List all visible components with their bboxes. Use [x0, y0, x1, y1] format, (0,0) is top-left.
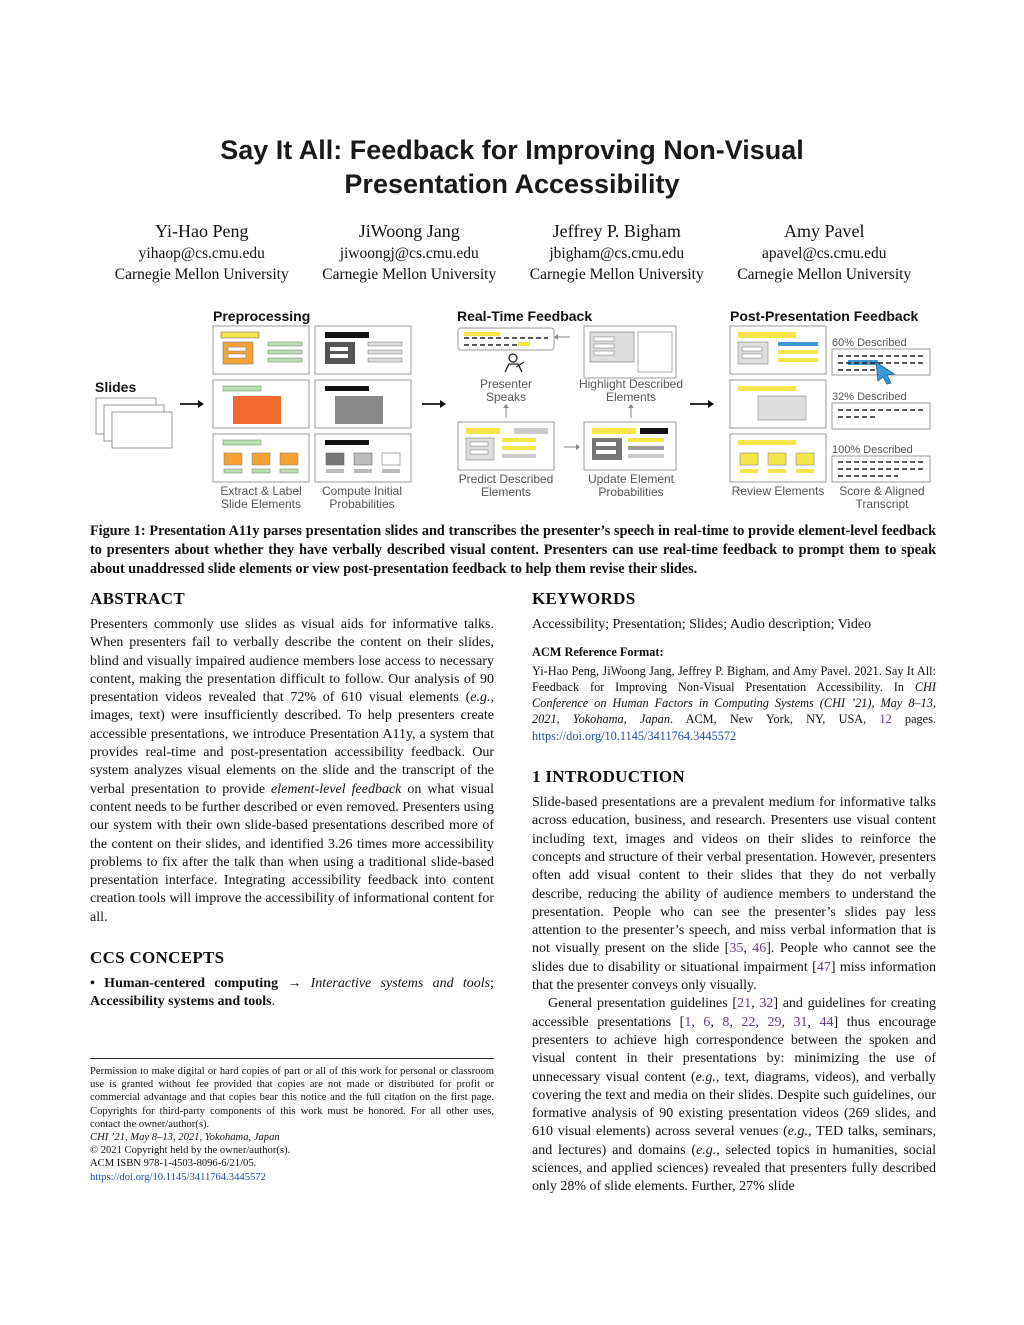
pct-32: 32% Described: [832, 391, 907, 403]
arrow-icon: [554, 334, 570, 340]
author-affiliation: Carnegie Mellon University: [737, 266, 912, 283]
abstract-emphasis: element-level feedback: [271, 781, 402, 797]
ccs-end: .: [271, 994, 276, 1010]
slide-thumb: [315, 380, 411, 428]
citation-link[interactable]: 6: [703, 1014, 711, 1030]
slides-stack-icon: [96, 398, 172, 448]
permission-footnote: [90, 1058, 494, 1184]
title-line-2: Presentation Accessibility: [344, 169, 680, 199]
label-compute-2: Probabilities: [329, 497, 395, 511]
left-column: [90, 588, 494, 1012]
ccs-bold: Accessibility systems and tools: [90, 994, 272, 1010]
acm-ref-pages[interactable]: 12: [879, 712, 892, 727]
ccs-sep: ;: [490, 976, 494, 992]
keywords-heading: KEYWORDS: [532, 589, 636, 608]
title-line-1: Say It All: Feedback for Improving Non-Visual: [220, 135, 804, 165]
slide-thumb: [730, 380, 826, 428]
citation-link[interactable]: 1: [684, 1014, 692, 1030]
citation-link[interactable]: 35: [729, 941, 744, 957]
right-column: [532, 588, 936, 1197]
intro-part: ] and guidelines for creating accessible presentations [: [532, 996, 937, 1030]
presenter-icon: [505, 354, 524, 372]
ccs-arrow: →: [278, 976, 311, 992]
system-diagram: [88, 300, 938, 522]
intro-part: General presentation guidelines [: [548, 996, 738, 1012]
label-extract-1: Extract & Label: [220, 484, 302, 498]
pct-60: 60% Described: [832, 337, 907, 349]
intro-part: Slide-based presentations are a prevalent medium for informative talks across education, business, and research. Presenters use visual content including text, images and videos on their slides to reinforce the concepts and structure of their verbal presentation. However, presenters often add visual content to their slides that they do not verbally describe, reducing the ability of audience members to understand the presentation. People who can see the presenter’s slides pay less attention to the presenter’s speech, and miss verbal information that is not visually present on the slide [: [532, 795, 936, 957]
slide-thumb: [213, 326, 309, 374]
acm-ref-doi-link[interactable]: https://doi.org/10.1145/3411764.3445572: [532, 728, 737, 743]
speech-bubble: [458, 328, 554, 350]
citation-link[interactable]: 21: [737, 996, 752, 1012]
intro-part: , text, diagrams, videos), and verbally covering the text and media on their slides. Despite such guidelines, our formative analysis of 90 existing presentation videos (269 slides, and 610 visual elements) across several venues (: [532, 1069, 936, 1140]
label-speaks-2: Speaks: [485, 390, 527, 404]
label-update-1: Update Element: [587, 472, 675, 486]
author-name: Yi-Hao Peng: [155, 221, 249, 241]
permission-text: Permission to make digital or hard copies of part or all of this work for personal or classroom use is granted without fee provided that copies are not made or distributed for profit or commercial advantage and that copies bear this notice and the full citation on the first page. Copyrights for third-party components of this work must be honored. For all other uses, contact the owner/author(s).: [90, 1066, 494, 1130]
abstract-part: on what visual content needs to be further described or even removed. Presenters using our system with their own slide-based presentations described more of the content on their slides, and identified 3.26 times more accessibility problems to fix after the talk than when using a traditional slide-based presentation interface. Integrating accessibility feedback into content creation tools will improve the accessibility of informational content for all.: [90, 781, 495, 925]
arrow-icon: [503, 404, 634, 418]
transcript-box: [832, 403, 930, 429]
copyright-line: © 2021 Copyright held by the owner/author(s).: [90, 1145, 291, 1157]
intro-part: ]. People who cannot see the slides due to disability or situational impairment [: [532, 941, 937, 975]
doi-link[interactable]: https://doi.org/10.1145/3411764.3445572: [90, 1171, 266, 1183]
heading-realtime: Real-Time Feedback: [457, 308, 593, 324]
author-block: [306, 219, 514, 285]
intro-paragraph-1: [532, 794, 936, 995]
label-compute-1: Compute Initial: [321, 484, 403, 498]
citation-link[interactable]: 8: [722, 1014, 730, 1030]
ccs-italic: Interactive systems and tools: [310, 976, 491, 992]
author-email: apavel@cs.cmu.edu: [762, 245, 887, 262]
citation-link[interactable]: 29: [767, 1014, 782, 1030]
intro-part: ] miss information that the presenter conveys only visually.: [532, 959, 937, 994]
intro-eg: e.g.: [695, 1069, 716, 1085]
citation-link[interactable]: 46: [752, 941, 767, 957]
label-predict-2: Elements: [480, 485, 532, 499]
author-block: [98, 219, 306, 285]
intro-part: ,: [751, 996, 760, 1012]
system-figure: [88, 300, 938, 522]
author-affiliation: Carnegie Mellon University: [322, 266, 497, 283]
author-name: Jeffrey P. Bigham: [552, 221, 681, 241]
abstract-part: , images, text) were insufficiently described. To help presenters create accessible presentations, we introduce Presentation A11y, a system that provides real-time and post-presentation accessibility feedback. Our system analyzes visual elements on the slide and the transcript of the verbal presentation to provide: [90, 690, 494, 797]
slides-label: Slides: [95, 379, 137, 395]
intro-eg: e.g.: [696, 1142, 717, 1158]
abstract-part: Presenters commonly use slides as visual aids for informative talks. When presenters fail to verbally describe the content on their slides, blind and visually impaired audience members lose access to necessary content, making the presentation difficult to follow. Our analysis of 90 presentation videos revealed that 72% of 610 visual elements (: [90, 617, 494, 706]
paper-title: [0, 133, 1024, 201]
label-review: Review Elements: [731, 484, 825, 498]
author-name: JiWoong Jang: [358, 221, 460, 241]
label-update-2: Probabilities: [598, 485, 664, 499]
footnote-rule: [90, 1058, 494, 1059]
label-predict-1: Predict Described: [458, 472, 554, 486]
conference-info: CHI ’21, May 8–13, 2021, Yokohama, Japan: [90, 1132, 280, 1144]
keywords-text: Accessibility; Presentation; Slides; Audio description; Video: [532, 617, 872, 632]
acm-ref-heading: ACM Reference Format:: [532, 645, 664, 660]
author-email: jbigham@cs.cmu.edu: [549, 245, 685, 262]
arrow-icon: [564, 444, 580, 450]
author-affiliation: Carnegie Mellon University: [529, 266, 704, 283]
abstract-text: [90, 616, 494, 927]
intro-paragraph-2: General presentation guidelines [21, 32] and guidelines for creating accessible presentations [1, 6, 8, 22, 29, 31, 44] thus encourage presenters to achieve high correspondence between the spoken and visual content in their presentations by: minimizing the use of unnecessary visual content (e.g., text, diagrams, videos), and verbally covering the text and media on their slides. Despite such guidelines, our formative analysis of 90 existing presentation videos (269 slides, and 610 visual elements) across several venues (e.g., TED talks, seminars, and lectures) and domains (e.g., selected topics in humanities, social sciences, and applied sciences) revealed that presenters fully described only 28% of slide elements. Further, 27% slide: [532, 996, 937, 1195]
acm-ref-part: . ACM, New York, NY, USA,: [669, 712, 880, 727]
author-block: [513, 219, 721, 285]
intro-part: , selected topics in humanities, social sciences, and applied sciences) revealed that presenters fully described only 28% of slide elements. Further, 27% slide: [532, 1142, 936, 1195]
intro-part: ,: [743, 941, 753, 957]
pct-100: 100% Described: [832, 444, 913, 456]
acm-ref-part: pages.: [891, 712, 937, 727]
slide-thumb: [315, 326, 411, 374]
citation-link[interactable]: 32: [759, 996, 774, 1012]
label-speaks-1: Presenter: [479, 377, 533, 391]
slide-thumb: [213, 434, 309, 482]
citation-link[interactable]: 44: [819, 1014, 834, 1030]
intro-heading: 1 INTRODUCTION: [532, 767, 685, 787]
label-score-2: Transcript: [855, 497, 909, 511]
label-extract-2: Slide Elements: [220, 497, 302, 511]
slide-thumb: [730, 326, 826, 374]
citation-link[interactable]: 31: [793, 1014, 808, 1030]
ccs-text: [90, 975, 494, 1012]
ccs-heading: CCS CONCEPTS: [90, 948, 225, 968]
slide-thumb: [730, 434, 826, 482]
author-email: jiwoongj@cs.cmu.edu: [339, 245, 479, 262]
author-affiliation: Carnegie Mellon University: [114, 266, 289, 283]
transcript-box: [832, 456, 930, 482]
figure-caption: Figure 1: Presentation A11y parses presentation slides and transcribes the presenter’s speech in real-time to provide element-level feedback to presenters about whether they have verbally described visual content. Presenters can use real-time feedback to prompt them to speak about unaddressed slide elements or view post-presentation feedback to help them revise their slides.: [90, 523, 936, 577]
intro-part: ] thus encourage presenters to achieve high correspondence between the spoken and visual content in their presentations by: minimizing the use of unnecessary visual content (: [532, 1014, 937, 1085]
slide-thumb: [458, 422, 554, 470]
arrow-icon: [422, 400, 446, 408]
heading-post: Post-Presentation Feedback: [730, 308, 919, 324]
slide-thumb: [315, 434, 411, 482]
heading-preprocessing: Preprocessing: [213, 308, 311, 324]
arrow-icon: [690, 400, 714, 408]
arrow-icon: [180, 400, 204, 408]
citation-link[interactable]: 22: [741, 1014, 756, 1030]
ccs-bold: • Human-centered computing: [90, 976, 279, 992]
acm-ref-part: Yi-Hao Peng, JiWoong Jang, Jeffrey P. Bigham, and Amy Pavel. 2021. Say It All: Feedback for Improving Non-Visual Presentation Accessibility. In: [532, 663, 936, 694]
author-email: yihaop@cs.cmu.edu: [138, 245, 265, 262]
intro-eg: e.g.: [787, 1124, 808, 1140]
label-highlight-2: Elements: [605, 390, 657, 404]
slide-thumb: [213, 380, 309, 428]
author-name: Amy Pavel: [784, 221, 865, 241]
isbn-line: ACM ISBN 978-1-4503-8096-6/21/05.: [90, 1158, 257, 1170]
citation-link[interactable]: 47: [816, 959, 831, 975]
label-score-1: Score & Aligned: [839, 484, 925, 498]
author-list: [98, 219, 928, 285]
author-block: [721, 219, 929, 285]
intro-part: , TED talks, seminars, and lectures) and domains (: [532, 1124, 936, 1158]
slide-thumb: [584, 326, 676, 378]
acm-ref-text: [532, 663, 936, 744]
slide-thumb: [584, 422, 676, 470]
abstract-heading: ABSTRACT: [90, 589, 185, 608]
abstract-eg: e.g.: [470, 690, 491, 706]
label-highlight-1: Highlight Described: [578, 377, 684, 391]
acm-ref-venue: CHI Conference on Human Factors in Computing Systems (CHI ’21), May 8–13, 2021, Yokohama, Japan: [532, 679, 936, 727]
